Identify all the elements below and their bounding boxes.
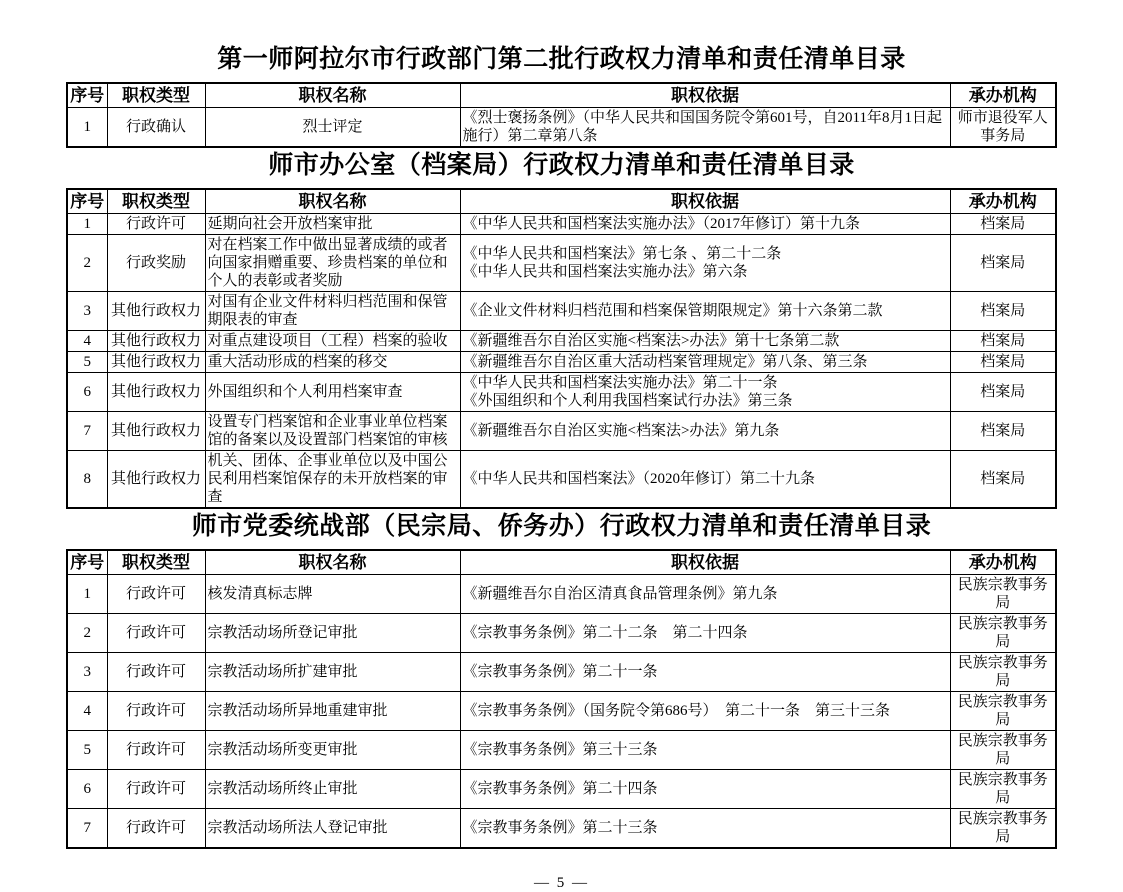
table-row (67, 451, 1056, 509)
cell-power-name: 宗教活动场所登记审批 (205, 614, 460, 653)
cell-handling-org: 档案局 (950, 352, 1056, 373)
cell-power-type: 行政许可 (107, 809, 205, 849)
cell-power-basis (460, 235, 950, 292)
table-row (67, 331, 1056, 352)
cell-power-type: 行政许可 (107, 214, 205, 235)
basis-line: 《中华人民共和国档案法实施办法》（2017年修订）第十九条 (462, 216, 861, 232)
cell-handling-org: 档案局 (950, 292, 1056, 331)
cell-power-name: 设置专门档案馆和企业事业单位档案馆的备案以及设置部门档案馆的审核 (205, 412, 460, 451)
cell-seq-no: 4 (67, 692, 107, 731)
cell-handling-org: 民族宗教事务局 (950, 692, 1056, 731)
basis-line: 《新疆维吾尔自治区实施<档案法>办法》第十七条第二款 (462, 333, 840, 349)
cell-power-name: 宗教活动场所异地重建审批 (205, 692, 460, 731)
cell-handling-org: 档案局 (950, 373, 1056, 412)
basis-line: 《宗教事务条例》第二十二条 第二十四条 (462, 625, 748, 641)
cell-seq-no: 3 (67, 292, 107, 331)
section-title: 师市办公室（档案局）行政权力清单和责任清单目录 (268, 151, 855, 179)
cell-power-type: 行政许可 (107, 653, 205, 692)
cell-seq-no: 4 (67, 331, 107, 352)
cell-power-type: 其他行政权力 (107, 292, 205, 331)
header-cell: 职权依据 (460, 189, 950, 214)
table-row (67, 692, 1056, 731)
cell-power-type: 行政许可 (107, 692, 205, 731)
cell-seq-no: 3 (67, 653, 107, 692)
basis-line: 《外国组织和个人利用我国档案试行办法》第三条 (462, 393, 793, 409)
cell-handling-org: 民族宗教事务局 (950, 614, 1056, 653)
cell-handling-org: 民族宗教事务局 (950, 731, 1056, 770)
table-row (67, 235, 1056, 292)
cell-power-basis (460, 770, 950, 809)
power-list-table (66, 549, 1057, 849)
cell-power-basis (460, 731, 950, 770)
cell-power-type: 行政许可 (107, 770, 205, 809)
cell-power-basis (460, 575, 950, 614)
cell-power-type: 其他行政权力 (107, 331, 205, 352)
basis-line: 《宗教事务条例》第二十三条 (462, 820, 658, 836)
header-cell: 职权类型 (107, 83, 205, 108)
basis-line: 《宗教事务条例》第三十三条 (462, 742, 658, 758)
cell-power-type: 行政许可 (107, 614, 205, 653)
cell-handling-org: 民族宗教事务局 (950, 653, 1056, 692)
cell-power-type: 行政确认 (107, 108, 205, 148)
cell-power-name: 对在档案工作中做出显著成绩的或者向国家捐赠重要、珍贵档案的单位和个人的表彰或者奖励 (205, 235, 460, 292)
header-cell: 职权名称 (205, 83, 460, 108)
section-title: 第一师阿拉尔市行政部门第二批行政权力清单和责任清单目录 (217, 45, 906, 73)
table-row (67, 575, 1056, 614)
cell-power-type: 其他行政权力 (107, 412, 205, 451)
cell-handling-org: 档案局 (950, 214, 1056, 235)
cell-power-type: 行政许可 (107, 731, 205, 770)
cell-handling-org: 档案局 (950, 451, 1056, 509)
cell-power-basis (460, 108, 950, 148)
header-cell: 序号 (67, 550, 107, 575)
cell-seq-no: 5 (67, 731, 107, 770)
cell-power-basis (460, 352, 950, 373)
cell-power-name: 宗教活动场所扩建审批 (205, 653, 460, 692)
cell-handling-org: 师市退役军人事务局 (950, 108, 1056, 148)
cell-seq-no: 1 (67, 214, 107, 235)
header-row (67, 83, 1056, 108)
table-row (67, 809, 1056, 849)
page-footer: — 5 — (534, 875, 589, 891)
header-cell: 职权类型 (107, 189, 205, 214)
cell-handling-org: 档案局 (950, 235, 1056, 292)
basis-line: 《宗教事务条例》第二十四条 (462, 781, 658, 797)
cell-power-basis (460, 373, 950, 412)
cell-power-basis (460, 331, 950, 352)
basis-line: 《烈士褒扬条例》（中华人民共和国国务院令第601号，自2011年8月1日起施行）第二章第八条 (462, 110, 942, 144)
cell-handling-org: 民族宗教事务局 (950, 575, 1056, 614)
basis-line: 《新疆维吾尔自治区实施<档案法>办法》第九条 (462, 423, 780, 439)
cell-power-basis (460, 412, 950, 451)
power-list-table (66, 82, 1057, 148)
cell-power-name: 重大活动形成的档案的移交 (205, 352, 460, 373)
cell-seq-no: 8 (67, 451, 107, 509)
header-cell: 职权依据 (460, 550, 950, 575)
table-row (67, 653, 1056, 692)
header-row (67, 189, 1056, 214)
header-cell: 职权名称 (205, 189, 460, 214)
cell-seq-no: 1 (67, 575, 107, 614)
cell-handling-org: 档案局 (950, 331, 1056, 352)
power-list-table (66, 188, 1057, 509)
header-cell: 承办机构 (950, 83, 1056, 108)
cell-power-basis (460, 451, 950, 509)
cell-seq-no: 7 (67, 809, 107, 849)
basis-line: 《中华人民共和国档案法》（2020年修订）第二十九条 (462, 471, 816, 487)
cell-power-basis (460, 614, 950, 653)
cell-power-basis (460, 692, 950, 731)
cell-power-basis (460, 214, 950, 235)
cell-power-type: 其他行政权力 (107, 352, 205, 373)
list-section (62, 150, 1061, 509)
cell-power-type: 行政奖励 (107, 235, 205, 292)
cell-power-name: 对国有企业文件材料归档范围和保管期限表的审查 (205, 292, 460, 331)
cell-seq-no: 5 (67, 352, 107, 373)
cell-power-name: 宗教活动场所法人登记审批 (205, 809, 460, 849)
cell-power-basis (460, 809, 950, 849)
table-row (67, 412, 1056, 451)
cell-power-name: 烈士评定 (205, 108, 460, 148)
cell-seq-no: 2 (67, 614, 107, 653)
cell-handling-org: 档案局 (950, 412, 1056, 451)
cell-power-name: 宗教活动场所终止审批 (205, 770, 460, 809)
table-row (67, 352, 1056, 373)
basis-line: 《宗教事务条例》第二十一条 (462, 664, 658, 680)
cell-power-basis (460, 653, 950, 692)
cell-power-type: 其他行政权力 (107, 373, 205, 412)
cell-power-name: 核发清真标志牌 (205, 575, 460, 614)
header-cell: 序号 (67, 83, 107, 108)
header-cell: 序号 (67, 189, 107, 214)
cell-power-name: 对重点建设项目（工程）档案的验收 (205, 331, 460, 352)
header-cell: 职权依据 (460, 83, 950, 108)
basis-line: 《中华人民共和国档案法实施办法》第二十一条 (462, 375, 778, 391)
cell-seq-no: 7 (67, 412, 107, 451)
cell-power-name: 机关、团体、企事业单位以及中国公民利用档案馆保存的未开放档案的审查 (205, 451, 460, 509)
cell-power-type: 行政许可 (107, 575, 205, 614)
cell-handling-org: 民族宗教事务局 (950, 770, 1056, 809)
basis-line: 《宗教事务条例》（国务院令第686号） 第二十一条 第三十三条 (462, 703, 891, 719)
basis-line: 《中华人民共和国档案法》第七条 、第二十二条 (462, 246, 782, 262)
section-title: 师市党委统战部（民宗局、侨务办）行政权力清单和责任清单目录 (191, 512, 932, 540)
cell-seq-no: 1 (67, 108, 107, 148)
table-row (67, 214, 1056, 235)
cell-handling-org: 民族宗教事务局 (950, 809, 1056, 849)
basis-line: 《中华人民共和国档案法实施办法》第六条 (462, 264, 748, 280)
header-cell: 承办机构 (950, 189, 1056, 214)
cell-seq-no: 6 (67, 373, 107, 412)
list-section (62, 44, 1061, 148)
list-section (62, 511, 1061, 849)
cell-power-basis (460, 292, 950, 331)
cell-power-name: 宗教活动场所变更审批 (205, 731, 460, 770)
table-row (67, 770, 1056, 809)
table-row (67, 731, 1056, 770)
basis-line: 《企业文件材料归档范围和档案保管期限规定》第十六条第二款 (462, 303, 883, 319)
basis-line: 《新疆维吾尔自治区清真食品管理条例》第九条 (462, 586, 778, 602)
header-cell: 职权类型 (107, 550, 205, 575)
header-cell: 职权名称 (205, 550, 460, 575)
cell-power-type: 其他行政权力 (107, 451, 205, 509)
cell-seq-no: 2 (67, 235, 107, 292)
header-row (67, 550, 1056, 575)
table-row (67, 373, 1056, 412)
sections-container (62, 44, 1061, 849)
table-row (67, 108, 1056, 148)
basis-line: 《新疆维吾尔自治区重大活动档案管理规定》第八条、第三条 (462, 354, 868, 370)
header-cell: 承办机构 (950, 550, 1056, 575)
table-row (67, 292, 1056, 331)
cell-seq-no: 6 (67, 770, 107, 809)
cell-power-name: 外国组织和个人利用档案审查 (205, 373, 460, 412)
cell-power-name: 延期向社会开放档案审批 (205, 214, 460, 235)
table-row (67, 614, 1056, 653)
